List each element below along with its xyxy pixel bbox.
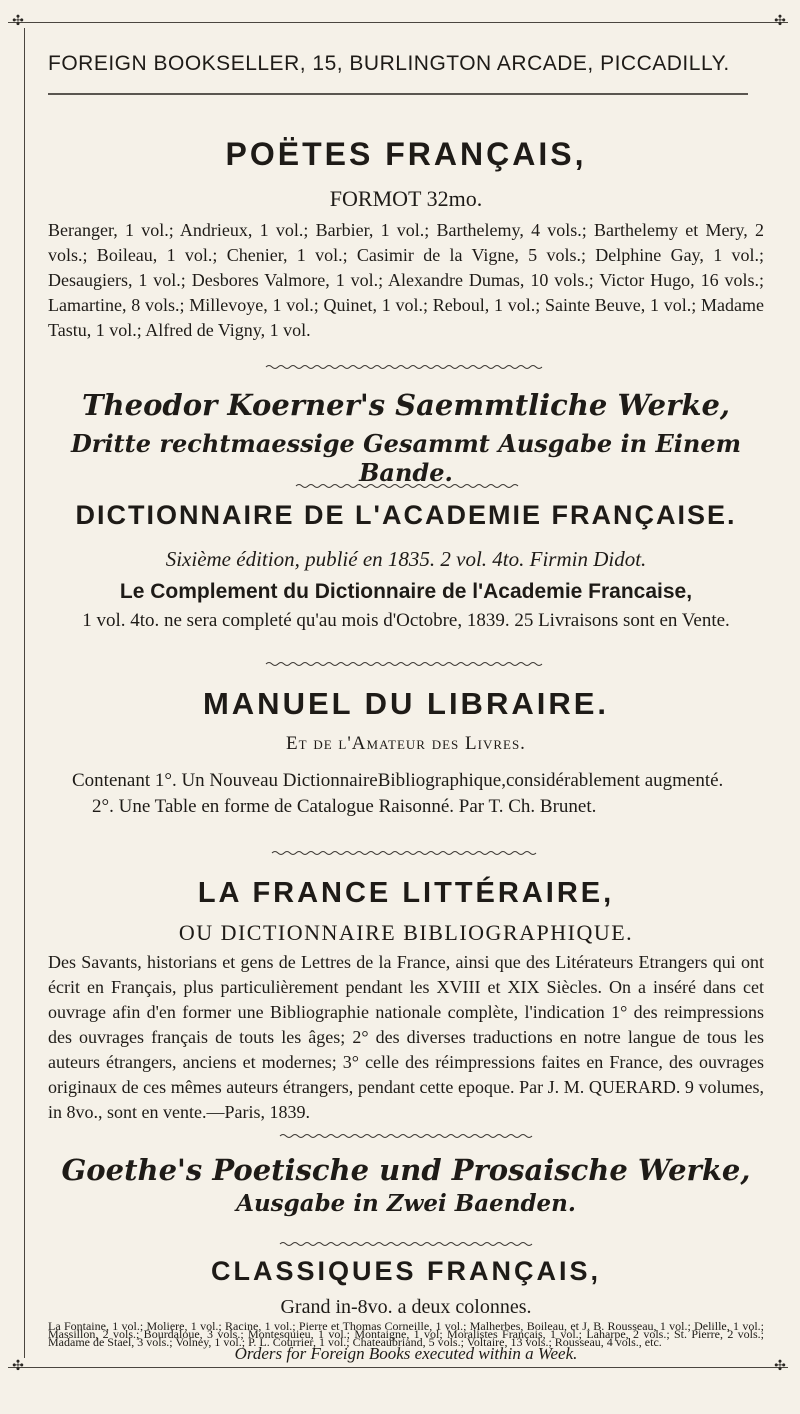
header-rule — [48, 93, 748, 95]
ornament-icon: ✣ — [774, 14, 786, 29]
france-subtitle: OU DICTIONNAIRE BIBLIOGRAPHIQUE. — [178, 920, 634, 945]
france-text: Des Savants, historians et gens de Lettres de la France, ainsi que des Litérateurs Etrangers qui ont écrit en Français, plus particulièrement pendant les XVIII et XIX Siècles. On a inséré dans cet ouvrage afin d'en former une Bibliographie nationale complète, l'indication 1° des reimpressions des ouvrages français de touts les âges; 2° des diverses traductions en notre langue de tous les auteurs étrangers, anciens et modernes; 3° celle des réimpressions faites en France, des ouvrages originaux de ces mêmes auteurs étrangers, pendant cette epoque. Par J. M. QUERARD. 9 volumes, in 8vo., sont en vente.—Paris, 1839. — [48, 952, 764, 1122]
classiques-subtitle: Grand in-8vo. a deux colonnes. — [280, 1296, 532, 1318]
dictionnaire-edition: Sixième édition, publié en 1835. 2 vol. 4to. Firmin Didot. — [165, 547, 647, 571]
classiques-title: CLASSIQUES FRANÇAIS, — [210, 1256, 602, 1286]
koerner-subtitle: Dritte rechtmaessige Gesammt Ausgabe in Einem Bande. — [70, 429, 742, 487]
manuel-subtitle: Et de l'Amateur des Livres. — [286, 733, 526, 754]
goethe-title: Goethe's Poetische und Prosaische Werke, — [61, 1153, 751, 1187]
orders-note: Orders for Foreign Books executed within a Week. — [234, 1344, 578, 1363]
ornament-icon: ✣ — [12, 1359, 24, 1374]
bottom-rule — [8, 1367, 788, 1368]
poetes-subtitle: FORMOT 32mo. — [329, 186, 483, 211]
manuel-title: MANUEL DU LIBRAIRE. — [202, 686, 610, 721]
dictionnaire-title: DICTIONNAIRE DE L'ACADEMIE FRANÇAISE. — [75, 500, 737, 530]
dictionnaire-complement: Le Complement du Dictionnaire de l'Academie Francaise, — [119, 580, 693, 603]
divider-line — [48, 660, 764, 668]
left-border — [24, 28, 25, 1358]
manuel-line-1: Contenant 1°. Un Nouveau DictionnaireBibliographique,considérablement augmenté. — [72, 770, 724, 791]
poetes-list: Beranger, 1 vol.; Andrieux, 1 vol.; Barbier, 1 vol.; Barthelemy, 4 vols.; Barthelemy et Mery, 2 vols.; Boileau, 1 vol.; Chenier, 1 vol.; Casimir de la Vigne, 5 vols.; Delphine Gay, 1 vol.; Desaugiers, 1 vol.; Desbores Valmore, 1 vol.; Alexandre Dumas, 10 vols.; Victor Hugo, 16 vols.; Lamartine, 8 vols.; Millevoye, 1 vol.; Quinet, 1 vol.; Reboul, 1 vol.; Sainte Beuve, 1 vol.; Madame Tastu, 1 vol.; Alfred de Vigny, 1 vol. — [48, 220, 764, 340]
divider-line — [48, 482, 764, 490]
bookseller-header: FOREIGN BOOKSELLER, 15, BURLINGTON ARCADE, PICCADILLY. — [48, 52, 730, 75]
manuel-line-2: 2°. Une Table en forme de Catalogue Raisonné. Par T. Ch. Brunet. — [92, 796, 597, 817]
koerner-title: Theodor Koerner's Saemmtliche Werke, — [81, 388, 731, 422]
ornament-icon: ✣ — [12, 14, 24, 29]
ornament-icon: ✣ — [774, 1359, 786, 1374]
divider-line — [48, 1240, 764, 1248]
divider-line — [48, 1132, 764, 1140]
divider-line — [48, 363, 764, 371]
dictionnaire-details: 1 vol. 4to. ne sera completé qu'au mois d'Octobre, 1839. 25 Livraisons sont en Vente. — [82, 610, 730, 631]
classiques-list: La Fontaine, 1 vol.; Moliere, 1 vol.; Racine, 1 vol.; Pierre et Thomas Corneille, 1 vol.; Malherbes, Boileau, et J. B. Rousseau, 1 vol.; Delille, 1 vol.; Massillon, 2 vols.; Bourdaloue, 3 vols.; Montesquieu, 1 vol.; Montaigne, 1 vol; Moralistes Français, 1 vol.; Laharpe, 2 vols.; St. Pierre, 2 vols.; Madame de Stael, 3 vols.; Volney, 1 vol.; P. L. Courrier, 1 vol.; Chateaubriand, 5 vols.; Voltaire, 13 vols.; Rousseau, 4 vols., etc. — [48, 1319, 764, 1349]
goethe-subtitle: Ausgabe in Zwei Baenden. — [236, 1190, 576, 1217]
top-rule — [8, 22, 788, 23]
divider-line — [48, 849, 764, 857]
france-title: LA FRANCE LITTÉRAIRE, — [197, 877, 615, 909]
poetes-title: POËTES FRANÇAIS, — [225, 136, 587, 172]
